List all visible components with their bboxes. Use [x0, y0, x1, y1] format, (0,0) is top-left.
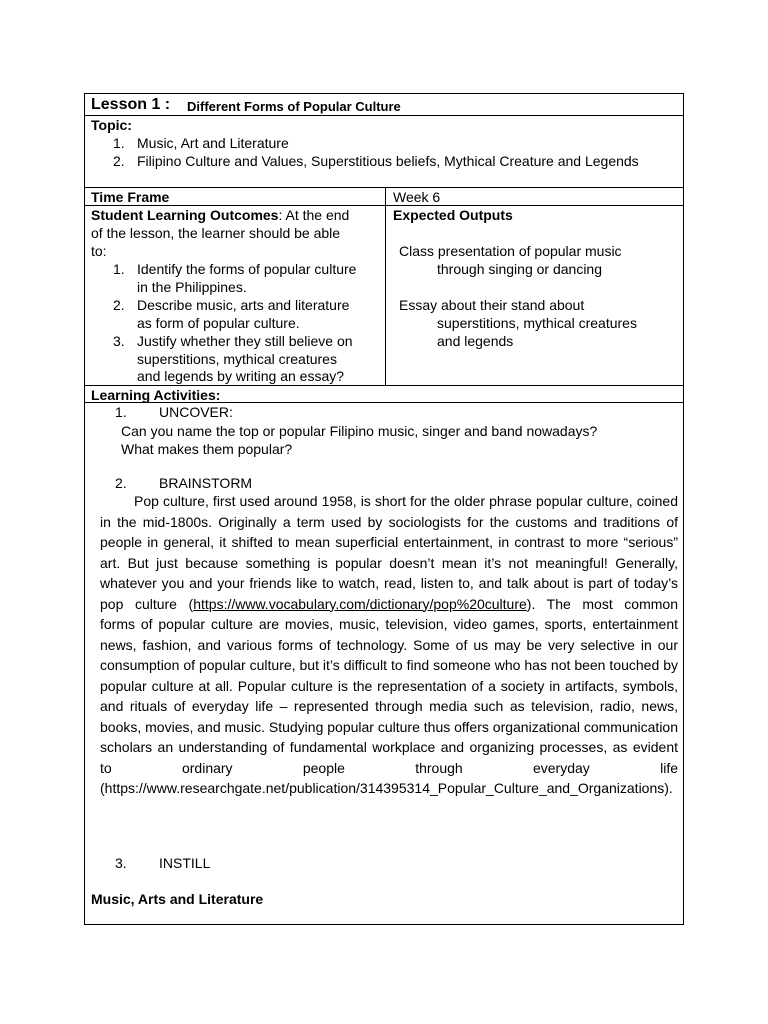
outcome-text: superstitions, mythical creatures — [137, 351, 337, 367]
divider — [85, 115, 683, 116]
section-heading: Music, Arts and Literature — [91, 891, 264, 907]
outcome-text: and legends by writing an essay? — [137, 368, 345, 384]
outcomes-label: Student Learning Outcomes — [91, 207, 279, 223]
divider — [85, 187, 683, 188]
activities-label: Learning Activities: — [91, 387, 221, 403]
lesson-label: Lesson 1 : — [91, 96, 171, 113]
activity-text: Can you name the top or popular Filipino music, singer and band nowadays? — [121, 423, 598, 439]
activity-number: 1. — [115, 404, 127, 420]
outcome-text: Describe music, arts and literature — [137, 297, 350, 313]
activity-text: What makes them popular? — [121, 441, 293, 457]
outcomes-intro-text: to: — [91, 243, 107, 259]
topic-label: Topic: — [91, 117, 132, 133]
topic-item-number: 1. — [113, 135, 125, 151]
outcome-text: Identify the forms of popular culture — [137, 261, 357, 277]
brainstorm-text: ). The most common forms of popular culture are movies, music, television, video games, sports, entertainment news, fashion, and various forms of technology. Some of us may be very selective in our consumption of popular culture, but it’s difficult to find someone who has not been touched by popular culture at all. Popular culture is the representation of a society in artifacts, symbols, and rituals of everyday life – represented through media such as television, radio, news, books, movies, and music. Studying popular culture thus offers organizational communication scholars an understanding of fundamental workplace and organizing processes, as evident to ordinary people through everyday life (https://www.researchgate.net/publication/314395314_Popular_Culture_and_Organizations). — [100, 595, 678, 796]
outcomes-intro-text: : At the end — [278, 207, 350, 223]
lesson-title: Different Forms of Popular Culture — [187, 99, 401, 114]
outcomes-intro-text: of the lesson, the learner should be able — [91, 225, 341, 241]
topic-item: Music, Art and Literature — [137, 135, 289, 151]
outputs-label: Expected Outputs — [393, 207, 513, 223]
activity-title: INSTILL — [159, 855, 211, 871]
activity-title: BRAINSTORM — [159, 475, 253, 491]
output-text: Essay about their stand about — [399, 297, 585, 313]
output-text: through singing or dancing — [437, 261, 603, 277]
output-text: superstitions, mythical creatures — [437, 315, 637, 331]
activity-number: 2. — [115, 475, 127, 491]
output-text: and legends — [437, 333, 514, 349]
outcome-number: 2. — [113, 297, 125, 313]
outcome-number: 3. — [113, 333, 125, 349]
topic-item-number: 2. — [113, 153, 125, 169]
activity-number: 3. — [115, 855, 127, 871]
output-text: Class presentation of popular music — [399, 243, 622, 259]
time-frame-label: Time Frame — [91, 189, 170, 205]
brainstorm-paragraph — [100, 491, 678, 799]
vocabulary-link[interactable]: https://www.vocabulary.com/dictionary/pop%20culture — [193, 595, 527, 612]
topic-item: Filipino Culture and Values, Superstitious beliefs, Mythical Creature and Legends — [137, 153, 639, 169]
brainstorm-text: Pop culture, first used around 1958, is short for the older phrase popular culture, coined in the mid-1800s. Originally a term used by sociologists for the customs and traditions of people in general, it shifted to mean superficial entertainment, in contrast to more “serious” art. But just because something is popular doesn’t mean it’s not meaningful! Generally, whatever you and your friends like to watch, read, listen to, and talk about is part of today’s pop culture ( — [100, 493, 678, 612]
outcome-text: as form of popular culture. — [137, 315, 300, 331]
outcome-text: Justify whether they still believe on — [137, 333, 353, 349]
outcome-number: 1. — [113, 261, 125, 277]
outcome-text: in the Philippines. — [137, 279, 247, 295]
time-frame-value: Week 6 — [393, 189, 441, 205]
outcomes-intro — [91, 206, 349, 224]
column-divider — [385, 187, 386, 385]
lesson-plan-table — [84, 93, 684, 925]
activity-title: UNCOVER: — [159, 404, 233, 420]
